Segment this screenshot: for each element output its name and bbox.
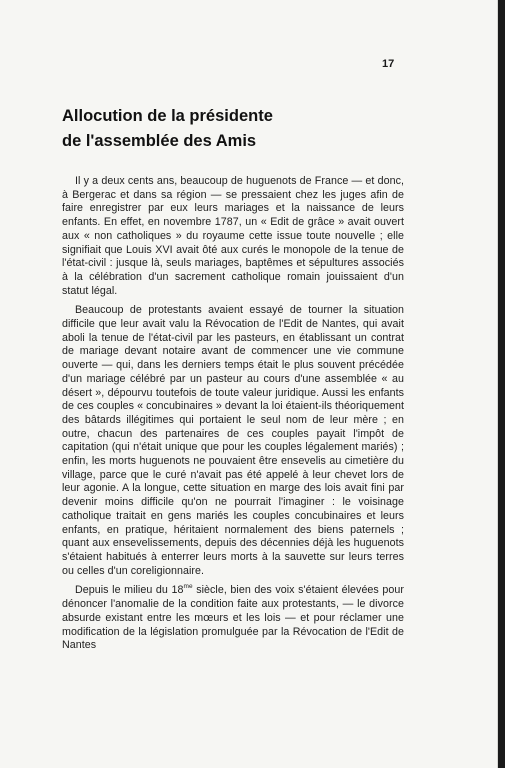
title-line-2: de l'assemblée des Amis	[62, 132, 257, 150]
article-title	[62, 104, 273, 154]
paragraph-2: Beaucoup de protestants avaient essayé de tourner la situation difficile que leur avait valu la Révocation de l'Edit de Nantes, qui avait aboli la tenue de l'état-civil par les pasteurs, en établissant un contrat de mariage devant notaire avant de commencer une vie commune ouverte — qui, dans les derniers temps était le plus souvent précédée d'un mariage célébré par un pasteur au cours d'une assemblée « au désert », dépourvu toutefois de toute valeur juridique. Aussi les enfants de ces couples « concubinaires » devant la loi étaient-ils théoriquement des bâtards illégitimes qui portaient le seul nom de leur mère ; en outre, chacun des partenaires de ces couples payait l'impôt de capitation (qui n'était unique que pour les couples légalement mariés) ; enfin, les morts huguenots ne pouvaient être ensevelis au cimetière du village, parce que le curé n'avait pas été appelé à leur chevet lors de leur agonie. A la longue, cette situation en marge des lois avait fini par devenir moins difficile qu'on ne pourrait l'imaginer : le voisinage catholique traitait en gens mariés les couples concubinaires et leurs enfants, en pratique, héritaient normalement des biens paternels ; quant aux ensevelissements, depuis des décennies déjà les huguenots s'étaient habitués à enterrer leurs morts à la sauvette sur leurs terres ou celles d'un coreligionnaire.	[62, 304, 404, 577]
paragraph-1: Il y a deux cents ans, beaucoup de huguenots de France — et donc, à Bergerac et dans sa région — se pressaient chez les juges afin de faire enregistrer par eux leurs mariages et la naissance de leurs enfants. En effet, en novembre 1787, un « Edit de grâce » avait ouvert aux « non catholiques » du royaume cette issue toute nouvelle ; elle signifiait que Louis XVI avait ôté aux curés le monopole de la tenue de l'état-civil : jusque là, seuls mariages, baptêmes et sépultures associés à la célébration d'un sacrement catholique romain jouissaient d'un statut légal.	[62, 175, 404, 297]
century-superscript: me	[183, 583, 193, 591]
title-line-1: Allocution de la présidente	[62, 107, 273, 125]
paragraph-3-start: Depuis le milieu du 18	[75, 584, 184, 597]
paragraph-3-rest: siècle, bien des voix s'étaient élevées pour dénoncer l'anomalie de la condition faite aux protestants, — le divorce absurde existant entre les mœurs et les lois — et pour réclamer une modification de la législation promulguée par la Révocation de l'Edit de Nantes	[62, 584, 404, 652]
article-body	[62, 175, 404, 659]
page-number: 17	[382, 58, 395, 70]
paragraph-3	[62, 584, 404, 653]
